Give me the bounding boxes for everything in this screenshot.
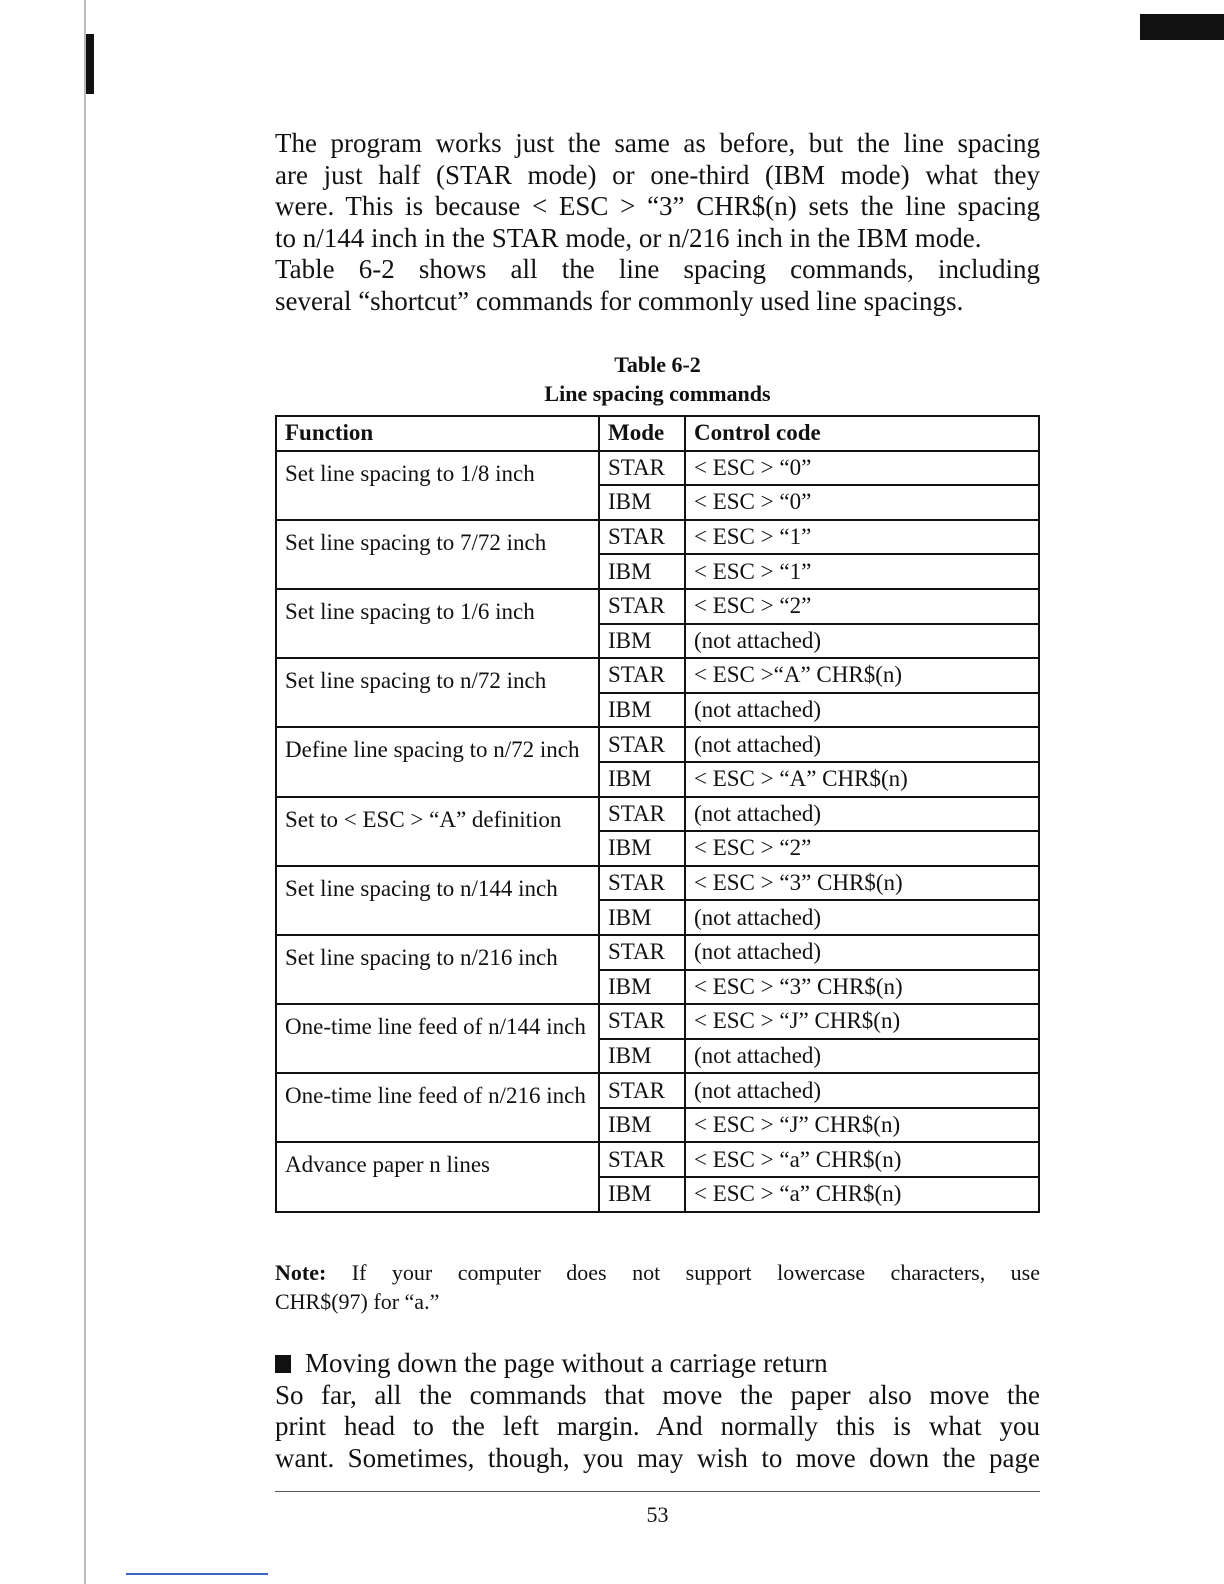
note-line-1: If your computer does not support lowercase characters, use (351, 1260, 1041, 1285)
table-row (276, 935, 1039, 970)
intro-paragraph-2 (275, 254, 1040, 317)
mode-cell: IBM (599, 762, 685, 797)
text-line: The program works just the same as before, but the line spacing (275, 128, 1040, 158)
table-row (276, 1142, 1039, 1177)
section-paragraph (275, 1380, 1040, 1475)
control-code-cell: < ESC > “3” CHR$(n) (685, 866, 1039, 901)
section-heading (275, 1348, 1040, 1380)
table-note (275, 1258, 1040, 1316)
intro-paragraph-1 (275, 128, 1040, 254)
control-code-cell: (not attached) (685, 900, 1039, 935)
mode-cell: STAR (599, 935, 685, 970)
control-code-cell: (not attached) (685, 1073, 1039, 1108)
text-line: to n/144 inch in the STAR mode, or n/216 inch in the IBM mode. (275, 222, 982, 253)
control-code-cell: < ESC > “J” CHR$(n) (685, 1004, 1039, 1039)
control-code-cell: < ESC > “A” CHR$(n) (685, 762, 1039, 797)
table-row (276, 451, 1039, 486)
control-code-cell: < ESC > “0” (685, 485, 1039, 520)
footer-rule (275, 1491, 1040, 1492)
mode-cell: STAR (599, 589, 685, 624)
table-row (276, 797, 1039, 832)
table-row (276, 589, 1039, 624)
line-spacing-table (275, 415, 1040, 1213)
control-code-cell: < ESC > “1” (685, 520, 1039, 555)
text-line: Table 6-2 shows all the line spacing commands, including (275, 254, 1040, 284)
page-number: 53 (646, 1502, 669, 1527)
text-line: want. Sometimes, though, you may wish to move down the page (275, 1442, 1040, 1473)
function-cell: One-time line feed of n/216 inch (276, 1073, 599, 1142)
control-code-cell: (not attached) (685, 935, 1039, 970)
text-line: several “shortcut” commands for commonly used line spacings. (275, 285, 964, 316)
mode-cell: STAR (599, 727, 685, 762)
mode-cell: STAR (599, 658, 685, 693)
control-code-cell: (not attached) (685, 624, 1039, 659)
header-function: Function (276, 416, 599, 451)
text-line: print head to the left margin. And normally this is what you (275, 1411, 1040, 1441)
table-caption (275, 350, 1040, 408)
table-row (276, 1073, 1039, 1108)
control-code-cell: < ESC > “2” (685, 589, 1039, 624)
mode-cell: IBM (599, 1108, 685, 1143)
section-heading-text: Moving down the page without a carriage return (305, 1348, 828, 1378)
mode-cell: STAR (599, 866, 685, 901)
note-label: Note: (275, 1260, 327, 1285)
control-code-cell: < ESC > “J” CHR$(n) (685, 1108, 1039, 1143)
scan-mark-left (86, 34, 94, 94)
control-code-cell: < ESC > “0” (685, 451, 1039, 486)
table-row (276, 866, 1039, 901)
mode-cell: IBM (599, 624, 685, 659)
note-line-2: CHR$(97) for “a.” (275, 1289, 440, 1314)
header-mode: Mode (599, 416, 685, 451)
square-bullet-icon (275, 1355, 291, 1373)
scan-mark-right (1140, 14, 1224, 40)
function-cell: One-time line feed of n/144 inch (276, 1004, 599, 1073)
mode-cell: STAR (599, 451, 685, 486)
function-cell: Set line spacing to 7/72 inch (276, 520, 599, 589)
header-control-code: Control code (685, 416, 1039, 451)
mode-cell: IBM (599, 1039, 685, 1074)
control-code-cell: (not attached) (685, 693, 1039, 728)
scan-edge-bottom (126, 1573, 268, 1575)
mode-cell: IBM (599, 693, 685, 728)
scan-edge-left (84, 0, 86, 1584)
table-body (276, 451, 1039, 1212)
table-row (276, 658, 1039, 693)
mode-cell: IBM (599, 900, 685, 935)
mode-cell: IBM (599, 554, 685, 589)
mode-cell: IBM (599, 1177, 685, 1212)
mode-cell: IBM (599, 485, 685, 520)
text-line: So far, all the commands that move the paper also move the (275, 1379, 1040, 1410)
mode-cell: IBM (599, 831, 685, 866)
control-code-cell: < ESC > “1” (685, 554, 1039, 589)
text-line: were. This is because < ESC > “3” CHR$(n) sets the line spacing (275, 191, 1040, 221)
mode-cell: STAR (599, 1004, 685, 1039)
table-row (276, 520, 1039, 555)
function-cell: Set line spacing to 1/6 inch (276, 589, 599, 658)
control-code-cell: (not attached) (685, 797, 1039, 832)
control-code-cell: < ESC > “2” (685, 831, 1039, 866)
function-cell: Set line spacing to n/216 inch (276, 935, 599, 1004)
function-cell: Define line spacing to n/72 inch (276, 727, 599, 796)
section (275, 1348, 1040, 1474)
table-row (276, 1004, 1039, 1039)
control-code-cell: < ESC > “a” CHR$(n) (685, 1142, 1039, 1177)
table-subtitle: Line spacing commands (544, 381, 771, 406)
function-cell: Advance paper n lines (276, 1142, 599, 1211)
intro-text (275, 128, 1040, 317)
table-title: Table 6-2 (614, 352, 701, 377)
mode-cell: STAR (599, 520, 685, 555)
mode-cell: STAR (599, 1073, 685, 1108)
control-code-cell: < ESC > “a” CHR$(n) (685, 1177, 1039, 1212)
table-header-row (276, 416, 1039, 451)
text-line: are just half (STAR mode) or one-third (IBM mode) what they (275, 159, 1040, 190)
mode-cell: STAR (599, 797, 685, 832)
mode-cell: STAR (599, 1142, 685, 1177)
mode-cell: IBM (599, 970, 685, 1005)
control-code-cell: < ESC > “3” CHR$(n) (685, 970, 1039, 1005)
control-code-cell: (not attached) (685, 727, 1039, 762)
control-code-cell: (not attached) (685, 1039, 1039, 1074)
table-row (276, 727, 1039, 762)
function-cell: Set line spacing to 1/8 inch (276, 451, 599, 520)
control-code-cell: < ESC >“A” CHR$(n) (685, 658, 1039, 693)
function-cell: Set line spacing to n/144 inch (276, 866, 599, 935)
function-cell: Set line spacing to n/72 inch (276, 658, 599, 727)
function-cell: Set to < ESC > “A” definition (276, 797, 599, 866)
